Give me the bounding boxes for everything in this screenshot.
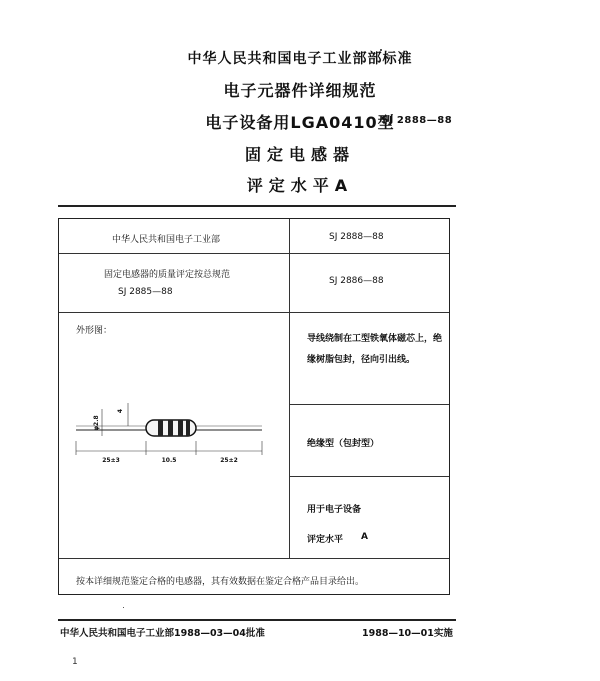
issuing-body: 中华人民共和国电子工业部部标准 <box>187 51 413 67</box>
usage-text: 用于电子设备 <box>307 505 362 515</box>
general-spec-code: SJ 2885—88 <box>118 287 173 297</box>
table-row-divider <box>59 253 449 254</box>
construction-description: 导线绕制在工型铁氧体磁芯上，绝缘树脂包封，径向引出线。 <box>307 334 443 365</box>
outline-label: 外形图： <box>76 326 113 336</box>
outline-drawing <box>62 395 284 465</box>
color-band <box>178 420 183 436</box>
level-label: 评定水平 <box>307 535 344 545</box>
scan-speck <box>123 607 124 608</box>
insulation-type: 绝缘型（包封型） <box>307 439 380 449</box>
product-name: 固定电感器 <box>244 145 355 164</box>
implementation-date: 1988—10—01实施 <box>362 628 453 639</box>
table-row-divider <box>290 404 449 405</box>
table-row-divider <box>59 312 449 313</box>
lead-left-dim-label: 25±3 <box>102 457 120 464</box>
model-title: 电子设备用LGA0410型 <box>205 113 395 132</box>
doc-code: SJ 2888—88 <box>381 115 453 126</box>
level-value: A <box>361 532 368 542</box>
spec-title: 电子元器件详细规范 <box>223 81 377 100</box>
scan-speck <box>380 49 382 51</box>
color-band <box>186 420 190 436</box>
general-spec-reference: 固定电感器的质量评定按总规范 <box>104 270 231 280</box>
diameter-dim-label: φ2.8 <box>93 415 100 431</box>
qualification-note: 按本详细规范鉴定合格的电感器，其有效数据在鉴定合格产品目录给出。 <box>76 577 365 587</box>
lead-right-dim-label: 25±2 <box>220 457 238 464</box>
assessment-level: 评定水平A <box>246 176 354 195</box>
table-row-divider <box>59 558 449 559</box>
doc-code-cell: SJ 2888—88 <box>329 232 384 242</box>
color-band <box>168 420 173 436</box>
table-row-divider <box>290 476 449 477</box>
body-dim-label: 10.5 <box>161 457 177 464</box>
color-band <box>158 420 163 436</box>
footer-divider <box>58 619 456 621</box>
lead-dim-label: 4 <box>117 408 124 414</box>
approval-date: 中华人民共和国电子工业部1988—03—04批准 <box>60 628 265 639</box>
table-column-divider <box>289 219 290 558</box>
header-divider <box>58 205 456 207</box>
sectional-spec-code: SJ 2886—88 <box>329 276 384 286</box>
page-number: 1 <box>72 657 78 667</box>
issuing-ministry-cell: 中华人民共和国电子工业部 <box>112 235 221 245</box>
